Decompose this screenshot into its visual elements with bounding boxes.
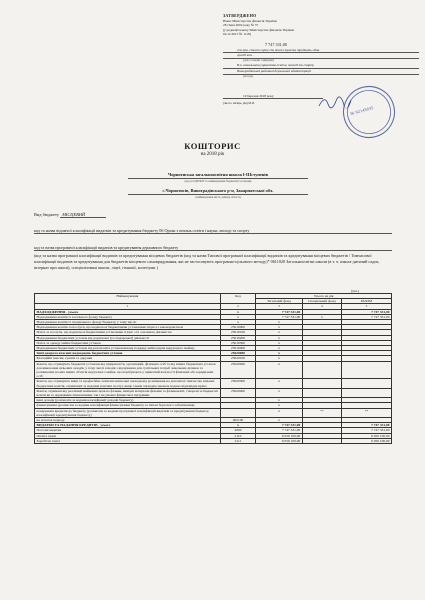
cell-code: 602100 — [220, 418, 256, 423]
approval-amount-words: сім млн. сімсот сорок сім тисяч триста тридцять одна — [223, 48, 419, 54]
cell-general: х — [256, 346, 302, 351]
location-caption: (найменування міста, району, області) — [128, 194, 308, 199]
header-name: Найменування — [35, 294, 221, 304]
cell-general: х — [256, 388, 302, 397]
cell-total — [342, 379, 392, 388]
cell-general: х — [256, 320, 302, 325]
approval-position-2: Виноградівської районної державної адміністрації — [223, 69, 419, 75]
cell-general: х — [256, 330, 302, 335]
cell-special: х — [302, 314, 341, 319]
approval-line: (у редакції наказу Міністерства фінансів України — [223, 27, 294, 32]
cell-name: Кошти, отримані від реалізації майнових прав на фільми, вихідні матеріали фільмів та фільмокопії, створені за бюджетні кошти як за державним замовленням, так і на умовах фінансової підтримки — [35, 388, 221, 397]
cell-code: 25020100 — [220, 356, 256, 361]
cell-name: Надходження коштів із спеціального фонду бюджету, у тому числі: — [35, 320, 221, 325]
index-cell: 1 — [35, 304, 221, 309]
cell-code: 25010300 — [220, 340, 256, 345]
state-program-code-line: код та назва програмної класифікації видатків та кредитування державного бюджету — [34, 245, 392, 251]
cell-code: х — [220, 309, 256, 314]
table-row — [35, 379, 392, 388]
approval-amount-words-2: грн.00 коп. — [223, 53, 419, 59]
cell-name: Інші джерела власних надходжень бюджетних установ — [35, 351, 221, 356]
cell-general: х — [256, 379, 302, 388]
cell-code: 25020000 — [220, 351, 256, 356]
header-general-fund: Загальний фонд — [256, 299, 302, 304]
currency-unit: (грн.) — [351, 289, 360, 293]
approval-signature-space — [223, 87, 419, 92]
stamp-number: № 02143035 — [349, 105, 375, 116]
cell-special: ** — [302, 408, 341, 417]
cell-name: Оплата праці — [35, 433, 221, 438]
document-title: КОШТОРИС — [184, 141, 241, 151]
institution-caption: (код за ЄДРПОУ та найменування бюджетної установи) — [128, 178, 308, 183]
cell-name: Кошти, що отримують бюджетні установи від підприємств, організацій, фізичних осіб та від інших бюджетних установ для виконання цільових заходів, у тому числі заходів з відчуження для суспільних потреб земельних ділянок та розміщених на них інших об'єктів нерухомого майна, що перебувають у приватній власності фізичних або юридичних осіб — [35, 361, 221, 379]
cell-name: Надходження бюджетних установ від реалізації в установленому порядку майна (крім нерухомого майна) — [35, 346, 221, 351]
cell-total: 6 056 100,00 — [342, 438, 392, 443]
budget-type-label: Вид бюджету — [34, 212, 60, 217]
cell-code: х — [220, 314, 256, 319]
cell-special — [302, 379, 341, 388]
estimate-table — [34, 293, 392, 444]
cell-total — [342, 388, 392, 397]
approval-line: 28 січня 2002 року № 57 — [223, 23, 259, 28]
cell-code: 25020400 — [220, 388, 256, 397]
cell-code: х — [220, 423, 256, 428]
cell-name: Плата за оренду майна бюджетних установ — [35, 340, 221, 345]
cell-general: 7 747 331,00 — [256, 314, 302, 319]
approval-position-sub: (посада) — [243, 74, 254, 78]
cell-general: 7 747 331,00 — [256, 428, 302, 433]
cell-code: 2000 — [220, 428, 256, 433]
cell-code: 25020200 — [220, 361, 256, 379]
approval-title: ЗАТВЕРДЖЕНО — [223, 13, 257, 18]
cell-special — [302, 438, 341, 443]
cell-name: фінансування (розписати за кодами класифікації фінансування бюджету за типом боргового зобов'язання) — [35, 403, 221, 408]
cell-total: 7 747 331,00 — [342, 428, 392, 433]
cell-total — [342, 361, 392, 379]
cell-general: х — [256, 418, 302, 423]
cell-name: Надходження коштів із загального фонду бюджету — [35, 314, 221, 319]
cell-name: Плата за послуги, що надаються бюджетними установами згідно з їх основною діяльністю — [35, 330, 221, 335]
departmental-code-line: код та назва відомчої класифікації видатків та кредитування бюджету 06 Орган з питань освіти і науки, молоді та спорту — [34, 228, 392, 234]
cell-total: 7 747 331,00 — [342, 314, 392, 319]
budget-type-value: МІСЦЕВИЙ — [60, 212, 106, 218]
cell-general: х — [256, 340, 302, 345]
cell-code: х — [220, 320, 256, 325]
index-cell: 4 — [302, 304, 341, 309]
cell-general: х — [256, 361, 302, 379]
table-row — [35, 361, 392, 379]
approval-block — [223, 14, 419, 106]
cell-general: х — [256, 335, 302, 340]
approval-mp: (число, місяць, рік) М.П. — [223, 101, 255, 106]
document-heading — [0, 141, 425, 157]
approval-line: 04.12.2015 № 1118) — [223, 32, 251, 37]
header-total: РАЗОМ — [342, 299, 392, 304]
cell-total: ** — [342, 408, 392, 417]
institution-name: Чорнотиська загальноосвітня школа І-ІІІступенів — [167, 172, 269, 177]
cell-name: інші доходи (розписати за кодами класифікації доходів бюджету) — [35, 398, 221, 403]
document-year: на 2018 рік — [200, 152, 225, 157]
cell-general: х — [256, 403, 302, 408]
approval-position: В.о. начальника управління освіти, молоді та спорту — [223, 63, 419, 69]
cell-name: Поточні видатки — [35, 428, 221, 433]
cell-general: 7 747 331,00 — [256, 423, 302, 428]
header-all-year: Усього на рік — [256, 294, 392, 299]
cell-special — [302, 361, 341, 379]
local-program-code-line: (код та назва програмної класифікації видатків та кредитування місцевих бюджетів (код та назва Типової програмної класифікації видатків та кредитування місцевих бюджетів / Тимчасової класифікації видатків та кредитування для бюджетів місцевого самоврядування, які не застосовують програмно-цільового методу)* 0611020 Загальноосвітні школи (в т. ч. школа-дитячий садок, інтернат при школі), спеціалізовані школи, ліцеї, гімназії, колегіуми ) — [34, 253, 380, 270]
approval-amount-sub: (сума словами і цифрами) — [243, 58, 274, 62]
index-cell: 2 — [220, 304, 256, 309]
index-cell: 3 — [256, 304, 302, 309]
cell-code: 25010000 — [220, 325, 256, 330]
table-row — [35, 438, 392, 443]
cell-general: х — [256, 408, 302, 417]
cell-name: НАДХОДЖЕННЯ - усього — [35, 309, 221, 314]
index-cell: 5 — [342, 304, 392, 309]
cell-name: Заробітна плата — [35, 438, 221, 443]
cell-general: 6 056 100,00 — [256, 433, 302, 438]
table-row — [35, 408, 392, 417]
cell-total: 7 747 331,00 — [342, 309, 392, 314]
cell-code: 2111 — [220, 438, 256, 443]
budget-type — [34, 212, 106, 218]
cell-name: Надходження коштів за послуги, що надаються бюджетними установами згідно із законодавством — [35, 325, 221, 330]
cell-code: 25010200 — [220, 335, 256, 340]
cell-code — [220, 408, 256, 417]
cell-code: 25010400 — [220, 346, 256, 351]
cell-name: Надходження бюджетних установ від додаткової (господарської) діяльності — [35, 335, 221, 340]
approval-amount: 7 747 331,00 — [265, 41, 287, 47]
estimate-table-body — [35, 309, 392, 443]
cell-code: 25010100 — [220, 330, 256, 335]
approval-date: 19 березня 2018 року — [223, 94, 323, 100]
cell-general: х — [256, 351, 302, 356]
cell-general: 7 747 331,00 — [256, 309, 302, 314]
cell-general: х — [256, 398, 302, 403]
header-code: Код — [220, 294, 256, 304]
approval-line: Наказ Міністерства фінансів України — [223, 18, 277, 23]
cell-general: х — [256, 356, 302, 361]
cell-general: 6 056 100,00 — [256, 438, 302, 443]
cell-special — [302, 388, 341, 397]
cell-code: 25020300 — [220, 379, 256, 388]
cell-name: на початок періоду — [35, 418, 221, 423]
cell-code: 2110 — [220, 433, 256, 438]
table-row — [35, 388, 392, 397]
location-name: с.Чорнотисів, Виноградівського р-н, Закарпатської обл. — [162, 188, 274, 193]
cell-name: Кошти, що отримують вищі та професійно-технічні навчальні заклади від розміщення на депозитах тимчасово вільних бюджетних коштів, отриманих за надання платних послуг, якщо таким закладам законом надано відповідне право — [35, 379, 221, 388]
cell-total: 7 747 331,00 — [342, 423, 392, 428]
header-special-fund: Спеціальний фонд — [302, 299, 341, 304]
cell-general: х — [256, 325, 302, 330]
cell-name: ВИДАТКИ ТА НАДАННЯ КРЕДИТІВ - усього — [35, 423, 221, 428]
cell-total: 6 056 100,00 — [342, 433, 392, 438]
cell-name: Благодійні внески, гранти та дарунки — [35, 356, 221, 361]
cell-name: повернення кредитів до бюджету (розписати за кодами програмної класифікації видатків та кредитування бюджету, класифікації кредитування бюджету) — [35, 408, 221, 417]
